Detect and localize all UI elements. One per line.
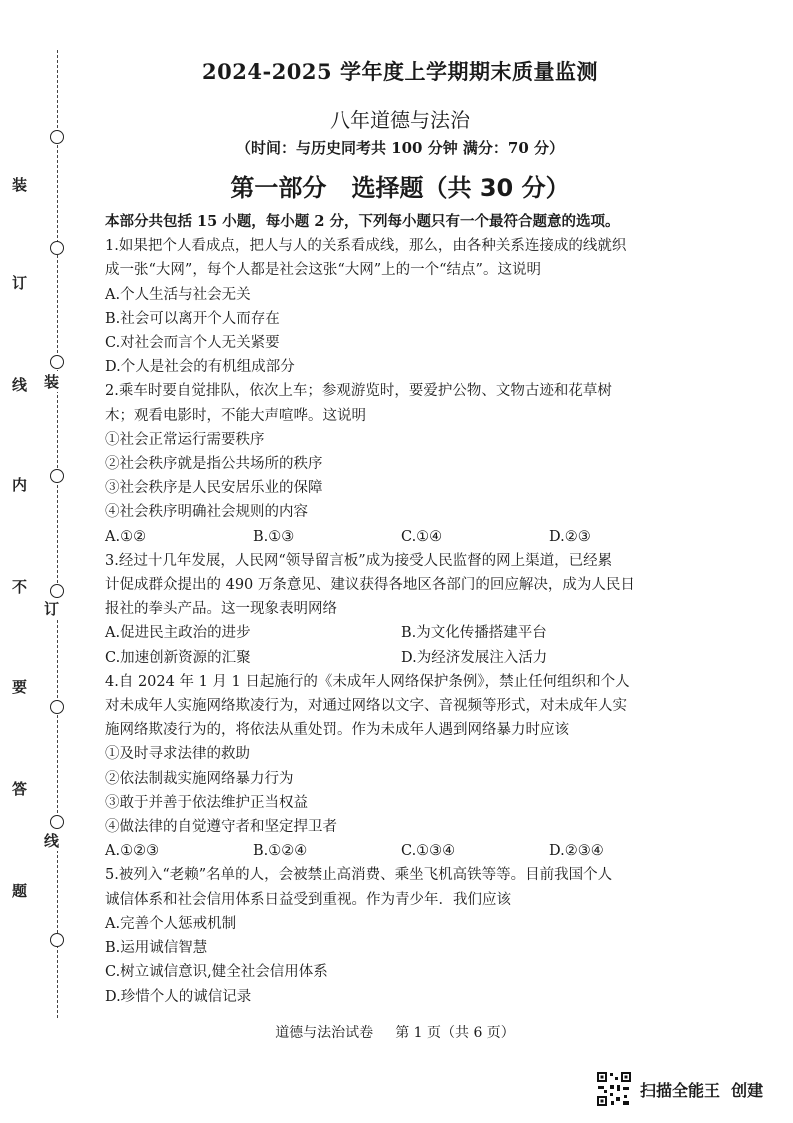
- question-text: 木；观看电影时，不能大声喧哗。这说明: [105, 407, 366, 424]
- margin-char: 要: [12, 678, 28, 696]
- option-d: D.为经济发展注入活力: [401, 649, 548, 666]
- statement: ③社会秩序是人民安居乐业的保障: [105, 480, 323, 497]
- binding-hole: [50, 815, 64, 829]
- statement: ②依法制裁实施网络暴力行为: [105, 770, 294, 787]
- question-4: [105, 670, 705, 864]
- statement: ①社会正常运行需要秩序: [105, 431, 265, 448]
- binding-hole: [50, 700, 64, 714]
- option-b: B.①②④: [253, 843, 308, 860]
- statement: ①及时寻求法律的救助: [105, 746, 250, 763]
- options-row: [105, 839, 705, 863]
- question-2: [105, 379, 705, 548]
- statement: ④做法律的自觉遵守者和坚定捍卫者: [105, 819, 337, 836]
- binding-hole: [50, 241, 64, 255]
- option-d: D.②③④: [549, 843, 604, 860]
- binding-hole: [50, 130, 64, 144]
- option-d: D.②③: [549, 528, 591, 545]
- binding-dashed-line: [57, 50, 58, 1018]
- statement: ④社会秩序明确社会规则的内容: [105, 504, 308, 521]
- option-a: A.完善个人惩戒机制: [105, 915, 237, 932]
- binding-hole: [50, 584, 64, 598]
- footer-page-number: 第 1 页（共 6 页）: [395, 1025, 515, 1041]
- margin-char: 装: [12, 176, 28, 194]
- option-c: C.①④: [401, 528, 443, 545]
- question-3: [105, 549, 705, 670]
- binding-hole: [50, 933, 64, 947]
- option-a: A.促进民主政治的进步: [105, 625, 251, 642]
- options-row: [105, 646, 705, 670]
- question-text: 计促成群众提出的 490 万条意见、建议获得各地区各部门的回应解决，成为人民日: [105, 577, 635, 594]
- option-d: D.珍惜个人的诚信记录: [105, 988, 252, 1005]
- option-b: B.运用诚信智慧: [105, 940, 208, 957]
- question-5: [105, 863, 705, 1008]
- option-b: B.①③: [253, 528, 295, 545]
- question-content: [105, 210, 705, 1009]
- option-c: C.树立诚信意识,健全社会信用体系: [105, 964, 328, 981]
- options-row: [105, 525, 705, 549]
- inner-margin-char: 线: [44, 832, 60, 850]
- statement: ③敢于并善于依法维护正当权益: [105, 794, 308, 811]
- margin-char: 线: [12, 376, 28, 394]
- watermark-text: 扫描全能王 创建: [640, 1080, 764, 1100]
- option-a: A.①②③: [105, 843, 160, 860]
- inner-margin-char: 订: [44, 600, 60, 618]
- section-intro: 本部分共包括 15 小题，每小题 2 分，下列每小题只有一个最符合题意的选项。: [105, 213, 620, 230]
- page-footer: [100, 1022, 690, 1042]
- margin-char: 答: [12, 780, 28, 798]
- question-text: 对未成年人实施网络欺凌行为，对通过网络以文字、音视频等形式，对未成年人实: [105, 698, 627, 715]
- margin-char: 题: [12, 882, 28, 900]
- option-c: C.加速创新资源的汇聚: [105, 649, 251, 666]
- scanner-watermark: [596, 1071, 763, 1107]
- subject-title: 八年道德与法治: [330, 108, 470, 132]
- margin-char: 不: [12, 578, 28, 596]
- option-d: D.个人是社会的有机组成部分: [105, 359, 295, 376]
- question-text: 报社的拳头产品。这一现象表明网络: [105, 601, 337, 618]
- question-text: 4.自 2024 年 1 月 1 日起施行的《未成年人网络保护条例》，禁止任何组织和个人: [105, 673, 630, 690]
- question-text: 成一张“大网”，每个人都是社会这张“大网”上的一个“结点”。这说明: [105, 262, 541, 279]
- question-text: 3.经过十几年发展，人民网“领导留言板”成为接受人民监督的网上渠道，已经累: [105, 552, 613, 569]
- margin-char: 订: [12, 274, 28, 292]
- margin-char: 内: [12, 476, 28, 494]
- time-info: （时间：与历史同考共 100 分钟 满分：70 分）: [235, 139, 565, 157]
- footer-subject: 道德与法治试卷: [275, 1025, 374, 1041]
- option-a: A.①②: [105, 528, 147, 545]
- binding-hole: [50, 355, 64, 369]
- section-title: 第一部分 选择题（共 30 分）: [230, 174, 570, 202]
- option-c: C.对社会而言个人无关紧要: [105, 335, 280, 352]
- option-a: A.个人生活与社会无关: [105, 286, 251, 303]
- question-text: 施网络欺凌行为的，将依法从重处罚。作为未成年人遇到网络暴力时应该: [105, 722, 569, 739]
- question-1: [105, 234, 705, 379]
- option-b: B.社会可以离开个人而存在: [105, 310, 280, 327]
- inner-margin-char: 装: [44, 373, 60, 391]
- statement: ②社会秩序就是指公共场所的秩序: [105, 456, 323, 473]
- question-text: 1.如果把个人看成点，把人与人的关系看成线，那么，由各种关系连接成的线就织: [105, 238, 627, 255]
- question-text: 诚信体系和社会信用体系日益受到重视。作为青少年．我们应该: [105, 891, 511, 908]
- question-text: 5.被列入“老赖”名单的人，会被禁止高消费、乘坐飞机高铁等等。目前我国个人: [105, 867, 613, 884]
- option-b: B.为文化传播搭建平台: [401, 625, 547, 642]
- exam-title: 2024-2025 学年度上学期期末质量监测: [202, 59, 598, 84]
- option-c: C.①③④: [401, 843, 456, 860]
- question-text: 2.乘车时要自觉排队，依次上车；参观游览时，要爱护公物、文物古迹和花草树: [105, 383, 612, 400]
- qr-code-icon: [596, 1071, 632, 1107]
- binding-hole: [50, 469, 64, 483]
- options-row: [105, 621, 705, 645]
